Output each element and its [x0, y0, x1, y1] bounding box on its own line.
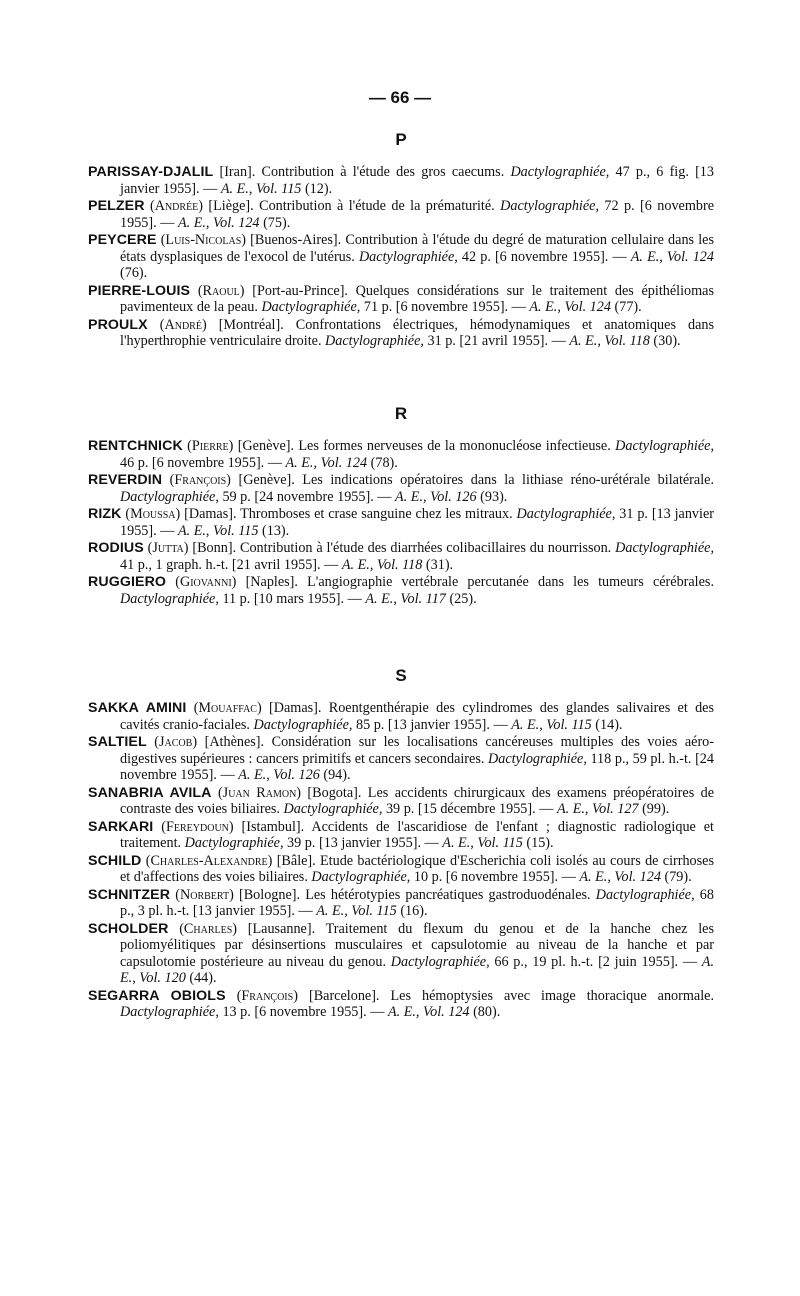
section-letter: P — [395, 130, 407, 149]
publication-type: Dactylographiée, — [595, 886, 695, 903]
author-given-name: (Jacob) — [154, 734, 198, 750]
entry-number: (79). — [660, 869, 692, 885]
publication-type: Dactylographiée, — [500, 198, 600, 214]
entry-number: (78). — [367, 454, 398, 471]
entry-title: [Athènes]. Considération sur les localisations cancéreuses multiples des voies aéro-digestives supérieures : cancers primitifs et cancers secondaires. — [120, 734, 714, 767]
author-given-name: (Pierre) — [187, 438, 234, 454]
entry-number: (16). — [396, 903, 428, 919]
author-name: REVERDIN — [88, 472, 163, 488]
entry-title: [Barcelone]. Les hémoptysies avec image thoracique anormale. — [297, 987, 714, 1004]
author-given-name: (Charles) — [179, 920, 237, 937]
author-name: PIERRE-LOUIS — [88, 282, 191, 299]
entry-title: [Iran]. Contribution à l'étude des gros caecums. — [213, 164, 511, 180]
entry-details: 31 p. [13 janvier 1955]. — — [120, 506, 714, 539]
entry-details: 13 p. [6 novembre 1955]. — — [218, 1004, 388, 1020]
entry-number: (94). — [319, 767, 351, 783]
author-given-name: (Andrée) — [149, 198, 204, 214]
author-name: SCHOLDER — [88, 920, 169, 937]
entry-title: [Genève]. Les indications opératoires dans la lithiase réno-urétérale bilatérale. — [230, 472, 714, 488]
journal-reference: A. E., Vol. 115 — [177, 522, 259, 539]
entry-number: (80). — [469, 1004, 501, 1020]
bibliography-entry — [88, 540, 714, 573]
entry-details: 118 p., 59 pl. h.-t. [24 novembre 1955]. — — [120, 750, 714, 783]
bibliography-entry — [88, 785, 714, 818]
journal-reference: A. E., Vol. 124 — [177, 214, 260, 231]
bibliography-entry — [88, 853, 714, 886]
journal-reference: A. E., Vol. 126 — [395, 488, 477, 505]
gap — [226, 988, 237, 1004]
bibliography-entry — [88, 232, 714, 282]
author-name: PELZER — [88, 198, 145, 214]
journal-reference: A. E., Vol. 124 — [579, 869, 661, 885]
journal-reference: A. E., Vol. 118 — [569, 333, 650, 349]
journal-reference: A. E., Vol. 124 — [387, 1004, 470, 1020]
section-s — [88, 666, 714, 1022]
entry-number: (77). — [610, 299, 642, 315]
author-given-name: (Giovanni) — [175, 574, 237, 590]
author-name: RENTCHNICK — [88, 438, 183, 454]
entry-details: 39 p. [15 décembre 1955]. — — [382, 801, 557, 817]
journal-reference: A. E., Vol. 124 — [630, 248, 714, 265]
publication-type: Dactylographiée, — [253, 716, 353, 733]
author-name: PEYCERE — [88, 232, 157, 248]
page-number: — 66 — — [368, 88, 432, 107]
journal-reference: A. E., Vol. 117 — [365, 590, 446, 607]
gap — [168, 921, 179, 937]
publication-type: Dactylographiée, — [488, 750, 587, 767]
author-given-name: (François) — [236, 987, 298, 1004]
entry-details: 71 p. [6 novembre 1955]. — — [360, 299, 530, 315]
entry-details: 59 p. [24 novembre 1955]. — — [218, 488, 396, 505]
journal-reference: A. E., Vol. 120 — [120, 953, 714, 986]
bibliography-entry — [88, 198, 714, 231]
publication-type: Dactylographiée, — [120, 488, 219, 505]
entry-number: (30). — [649, 333, 681, 349]
bibliography-entry — [88, 734, 714, 784]
entry-number: (93). — [476, 488, 508, 505]
entry-title: [Istambul]. Accidents de l'ascaridiose de l'enfant ; diagnostic radiologique et traitement. — [120, 818, 715, 851]
section-r — [88, 404, 714, 608]
author-name: PROULX — [88, 316, 148, 333]
author-given-name: (Mouaffac) — [193, 700, 262, 716]
entry-title: [Damas]. Thromboses et crase sanguine chez les mitraux. — [180, 506, 517, 522]
entry-details: 85 p. [13 janvier 1955]. — — [352, 716, 512, 733]
publication-type: Dactylographiée, — [120, 1004, 219, 1020]
entry-number: (75). — [259, 214, 291, 231]
entry-number: (99). — [638, 801, 670, 817]
bibliography-entry — [88, 988, 714, 1021]
publication-type: Dactylographiée, — [120, 590, 219, 607]
bibliography-entry — [88, 700, 714, 733]
publication-type: Dactylographiée, — [390, 953, 490, 970]
journal-reference: A. E., Vol. 126 — [238, 767, 320, 783]
publication-type: Dactylographiée, — [516, 506, 616, 522]
entry-title: [Liège]. Contribution à l'étude de la prématurité. — [203, 198, 501, 214]
entry-title: [Bonn]. Contribution à l'étude des diarrhées colibacillaires du nourrisson. — [188, 540, 616, 556]
bibliography-entry — [88, 574, 714, 607]
gap — [162, 472, 170, 488]
bibliography-entry — [88, 283, 714, 316]
author-name: SEGARRA OBIOLS — [88, 987, 226, 1004]
author-name: RIZK — [88, 506, 122, 522]
entry-details: 68 p., 3 pl. h.-t. [13 janvier 1955]. — — [120, 886, 714, 919]
bibliography-entry — [88, 472, 714, 505]
author-given-name: (Raoul) — [197, 282, 245, 299]
bibliography-entry — [88, 921, 714, 987]
entry-number: (31). — [422, 556, 454, 573]
entry-title: [Bâle]. Etude bactériologique d'Escherichia coli isolés au cours de cirrhoses et d'affections des voies biliaires. — [120, 852, 714, 885]
entry-title: [Genève]. Les formes nerveuses de la mononucléose infectieuse. — [233, 438, 616, 454]
entry-number: (13). — [258, 522, 290, 539]
publication-type: Dactylographiée, — [283, 801, 383, 817]
author-name: SANABRIA AVILA — [88, 784, 212, 801]
gap — [148, 317, 160, 333]
entry-number: (12). — [301, 180, 333, 197]
gap — [186, 700, 193, 716]
journal-reference: A. E., Vol. 124 — [285, 454, 368, 471]
publication-type: Dactylographiée, — [615, 540, 714, 556]
bibliography-entry — [88, 438, 714, 471]
journal-reference: A. E., Vol. 115 — [511, 716, 592, 733]
entry-number: (44). — [185, 970, 217, 986]
author-given-name: (Fereydoun) — [161, 818, 234, 835]
entry-title: [Buenos-Aires]. Contribution à l'étude du degré de maturation cellulaire dans les états dysplasiques de l'exocol de l'utérus. — [120, 232, 714, 265]
entry-details: 47 p., 6 fig. [13 janvier 1955]. — — [120, 164, 714, 197]
entry-details: 31 p. [21 avril 1955]. — — [423, 333, 570, 349]
journal-reference: A. E., Vol. 115 — [316, 903, 397, 919]
section-letter: R — [394, 404, 408, 423]
publication-type: Dactylographiée, — [510, 164, 610, 180]
entry-details: 39 p. [13 janvier 1955]. — — [283, 835, 443, 851]
publication-type: Dactylographiée, — [184, 835, 284, 851]
gap — [190, 283, 198, 299]
bibliography-entry — [88, 317, 714, 350]
entry-details: 72 p. [6 novembre 1955]. — — [120, 198, 714, 231]
entry-title: [Bogota]. Les accidents chirurgicaux des examens préopératoires de contraste des voies biliaires. — [120, 784, 715, 817]
entry-details: 46 p. [6 novembre 1955]. — — [120, 454, 286, 471]
author-given-name: (Jutta) — [147, 540, 189, 556]
entry-number: (14). — [591, 716, 623, 733]
bibliography-entry — [88, 819, 714, 852]
entry-title: [Montréal]. Confrontations électriques, hémodynamiques et anatomiques dans l'hyperthrophie ventriculaire droite. — [120, 316, 714, 349]
author-given-name: (Charles-Alexandre) — [145, 852, 273, 869]
gap — [166, 574, 175, 590]
publication-type: Dactylographiée, — [615, 438, 715, 454]
author-given-name: (Moussa) — [125, 506, 181, 522]
author-given-name: (François) — [169, 472, 231, 488]
bibliography-entry — [88, 164, 714, 197]
author-name: PARISSAY-DJALIL — [88, 164, 214, 180]
entry-title: [Damas]. Roentgenthérapie des cylindromes des glandes salivaires et des cavités cranio-faciales. — [120, 700, 714, 733]
journal-reference: A. E., Vol. 115 — [220, 180, 302, 197]
author-name: RODIUS — [88, 540, 144, 556]
entry-title: [Naples]. L'angiographie vertébrale percutanée dans les tumeurs cérébrales. — [236, 574, 714, 590]
entry-number: (15). — [522, 835, 554, 851]
entry-title: [Bologne]. Les hétérotypies pancréatiques gastroduodénales. — [233, 886, 596, 903]
bibliography-entry — [88, 506, 714, 539]
entry-details: 11 p. [10 mars 1955]. — — [218, 590, 366, 607]
author-name: SARKARI — [88, 818, 154, 835]
entry-number: (25). — [445, 590, 477, 607]
journal-reference: A. E., Vol. 127 — [556, 801, 639, 817]
journal-reference: A. E., Vol. 115 — [442, 835, 523, 851]
publication-type: Dactylographiée, — [358, 248, 458, 265]
publication-type: Dactylographiée, — [311, 869, 411, 885]
journal-reference: A. E., Vol. 124 — [529, 299, 611, 315]
publication-type: Dactylographiée, — [261, 299, 361, 315]
entry-details: 66 p., 19 pl. h.-t. [2 juin 1955]. — — [489, 953, 702, 970]
bibliography-entry — [88, 887, 714, 920]
publication-type: Dactylographiée, — [325, 333, 424, 349]
section-p — [88, 130, 714, 351]
section-letter: S — [395, 666, 407, 685]
journal-reference: A. E., Vol. 118 — [341, 556, 423, 573]
author-name: SCHNITZER — [88, 886, 171, 903]
entry-details: 10 p. [6 novembre 1955]. — — [410, 869, 580, 885]
entry-title: [Port-au-Prince]. Quelques considérations sur le traitement des épithéliomas pavimenteux de la peau. — [120, 282, 714, 315]
author-name: SAKKA AMINI — [88, 700, 187, 716]
author-given-name: (Norbert) — [175, 886, 234, 903]
author-name: RUGGIERO — [88, 574, 167, 590]
entry-number: (76). — [120, 265, 148, 281]
author-given-name: (André) — [159, 316, 207, 333]
entry-details: 41 p., 1 graph. h.-t. [21 avril 1955]. — — [120, 556, 342, 573]
entry-details: 42 p. [6 novembre 1955]. — — [457, 248, 631, 265]
author-name: SALTIEL — [88, 734, 147, 750]
entry-title: [Lausanne]. Traitement du flexum du genou et de la hanche chez les poliomyélitiques par désinsertions musculaires et capsulotomie au niveau de la hanche et par capsulotomie postérieure au niveau du genou. — [120, 920, 715, 970]
author-given-name: (Juan Ramon) — [217, 784, 302, 801]
author-given-name: (Luis-Nicolas) — [160, 232, 246, 248]
author-name: SCHILD — [88, 852, 142, 869]
